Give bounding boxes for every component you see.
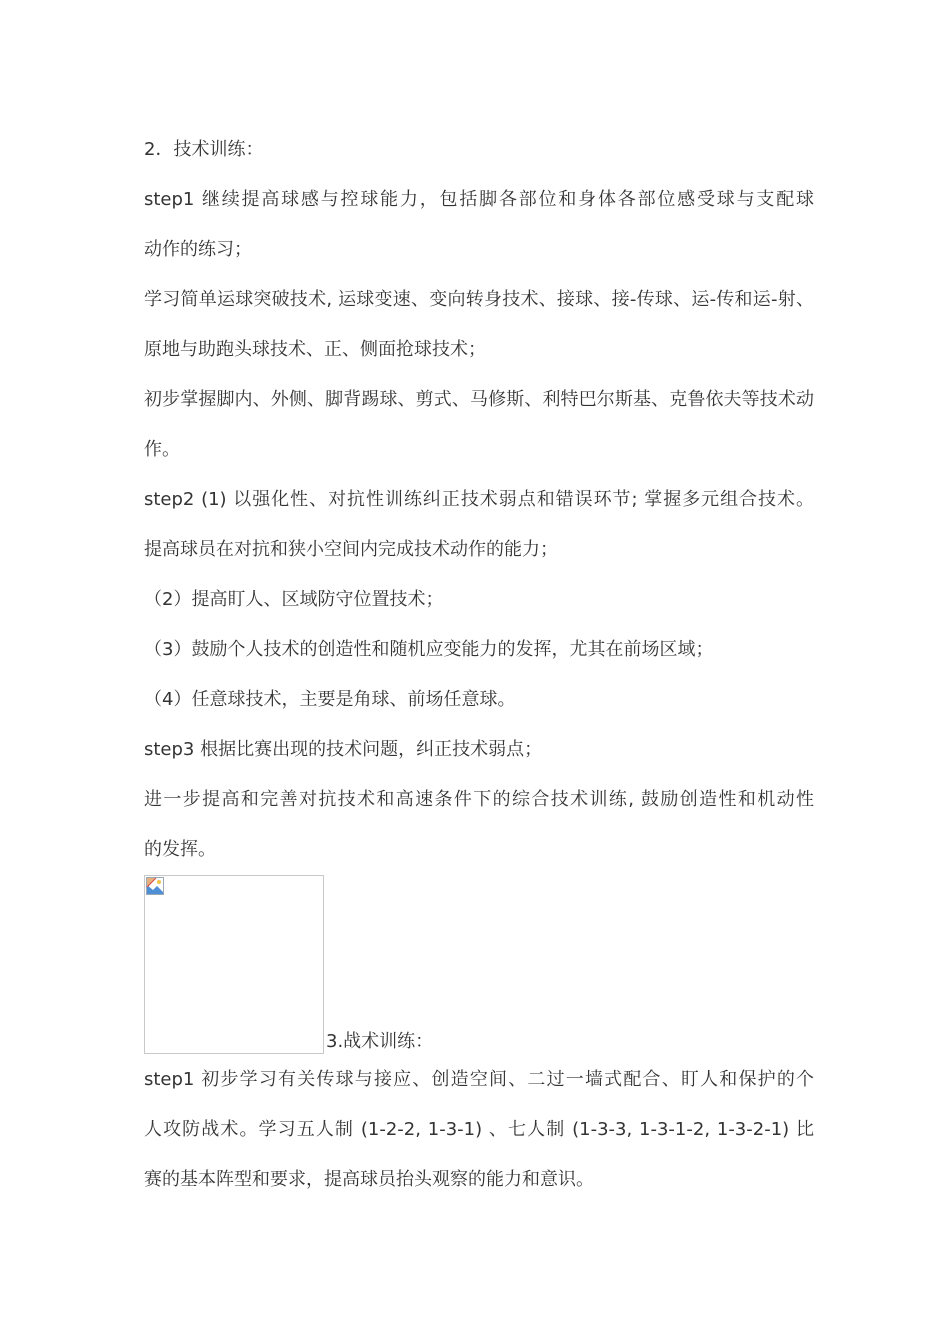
paragraph-line: 的发挥。 bbox=[144, 839, 216, 860]
paragraph-line: step2 (1) 以强化性、对抗性训练纠正技术弱点和错误环节; 掌握多元组合技术。 bbox=[144, 489, 814, 510]
paragraph-line: （2）提高盯人、区域防守位置技术； bbox=[144, 589, 444, 610]
section-3-heading: 3.战术训练： bbox=[326, 1031, 434, 1052]
paragraph-line: 原地与助跑头球技术、正、侧面抢球技术； bbox=[144, 339, 486, 360]
paragraph-line: 动作的练习； bbox=[144, 239, 252, 260]
paragraph-line: 人攻防战术。学习五人制 (1-2-2, 1-3-1) 、七人制 (1-3-3, 1-3-1-2, 1-3-2-1) 比 bbox=[144, 1119, 814, 1140]
paragraph-line: step1 初步学习有关传球与接应、创造空间、二过一墙式配合、盯人和保护的个 bbox=[144, 1069, 814, 1090]
paragraph-line: step3 根据比赛出现的技术问题，纠正技术弱点； bbox=[144, 739, 543, 760]
section-2-heading: 2．技术训练： bbox=[144, 139, 264, 160]
broken-image bbox=[144, 875, 324, 1054]
paragraph-line: 进一步提高和完善对抗技术和高速条件下的综合技术训练, 鼓励创造性和机动性 bbox=[144, 789, 814, 810]
image-row bbox=[144, 875, 814, 1055]
paragraph-line: 赛的基本阵型和要求，提高球员抬头观察的能力和意识。 bbox=[144, 1169, 594, 1190]
paragraph-line: （4）任意球技术，主要是角球、前场任意球。 bbox=[144, 689, 516, 710]
paragraph-line: （3）鼓励个人技术的创造性和随机应变能力的发挥，尤其在前场区域； bbox=[144, 639, 714, 660]
broken-image-icon bbox=[146, 877, 164, 895]
document-body bbox=[144, 125, 814, 1205]
paragraph-line: 提高球员在对抗和狭小空间内完成技术动作的能力； bbox=[144, 539, 558, 560]
paragraph-line: 学习简单运球突破技术, 运球变速、变向转身技术、接球、接-传球、运-传和运-射、 bbox=[144, 289, 814, 310]
paragraph-line: 作。 bbox=[144, 439, 180, 460]
paragraph-line: 初步掌握脚内、外侧、脚背踢球、剪式、马修斯、利特巴尔斯基、克鲁依夫等技术动 bbox=[144, 389, 814, 410]
paragraph-line: step1 继续提高球感与控球能力，包括脚各部位和身体各部位感受球与支配球 bbox=[144, 189, 814, 210]
